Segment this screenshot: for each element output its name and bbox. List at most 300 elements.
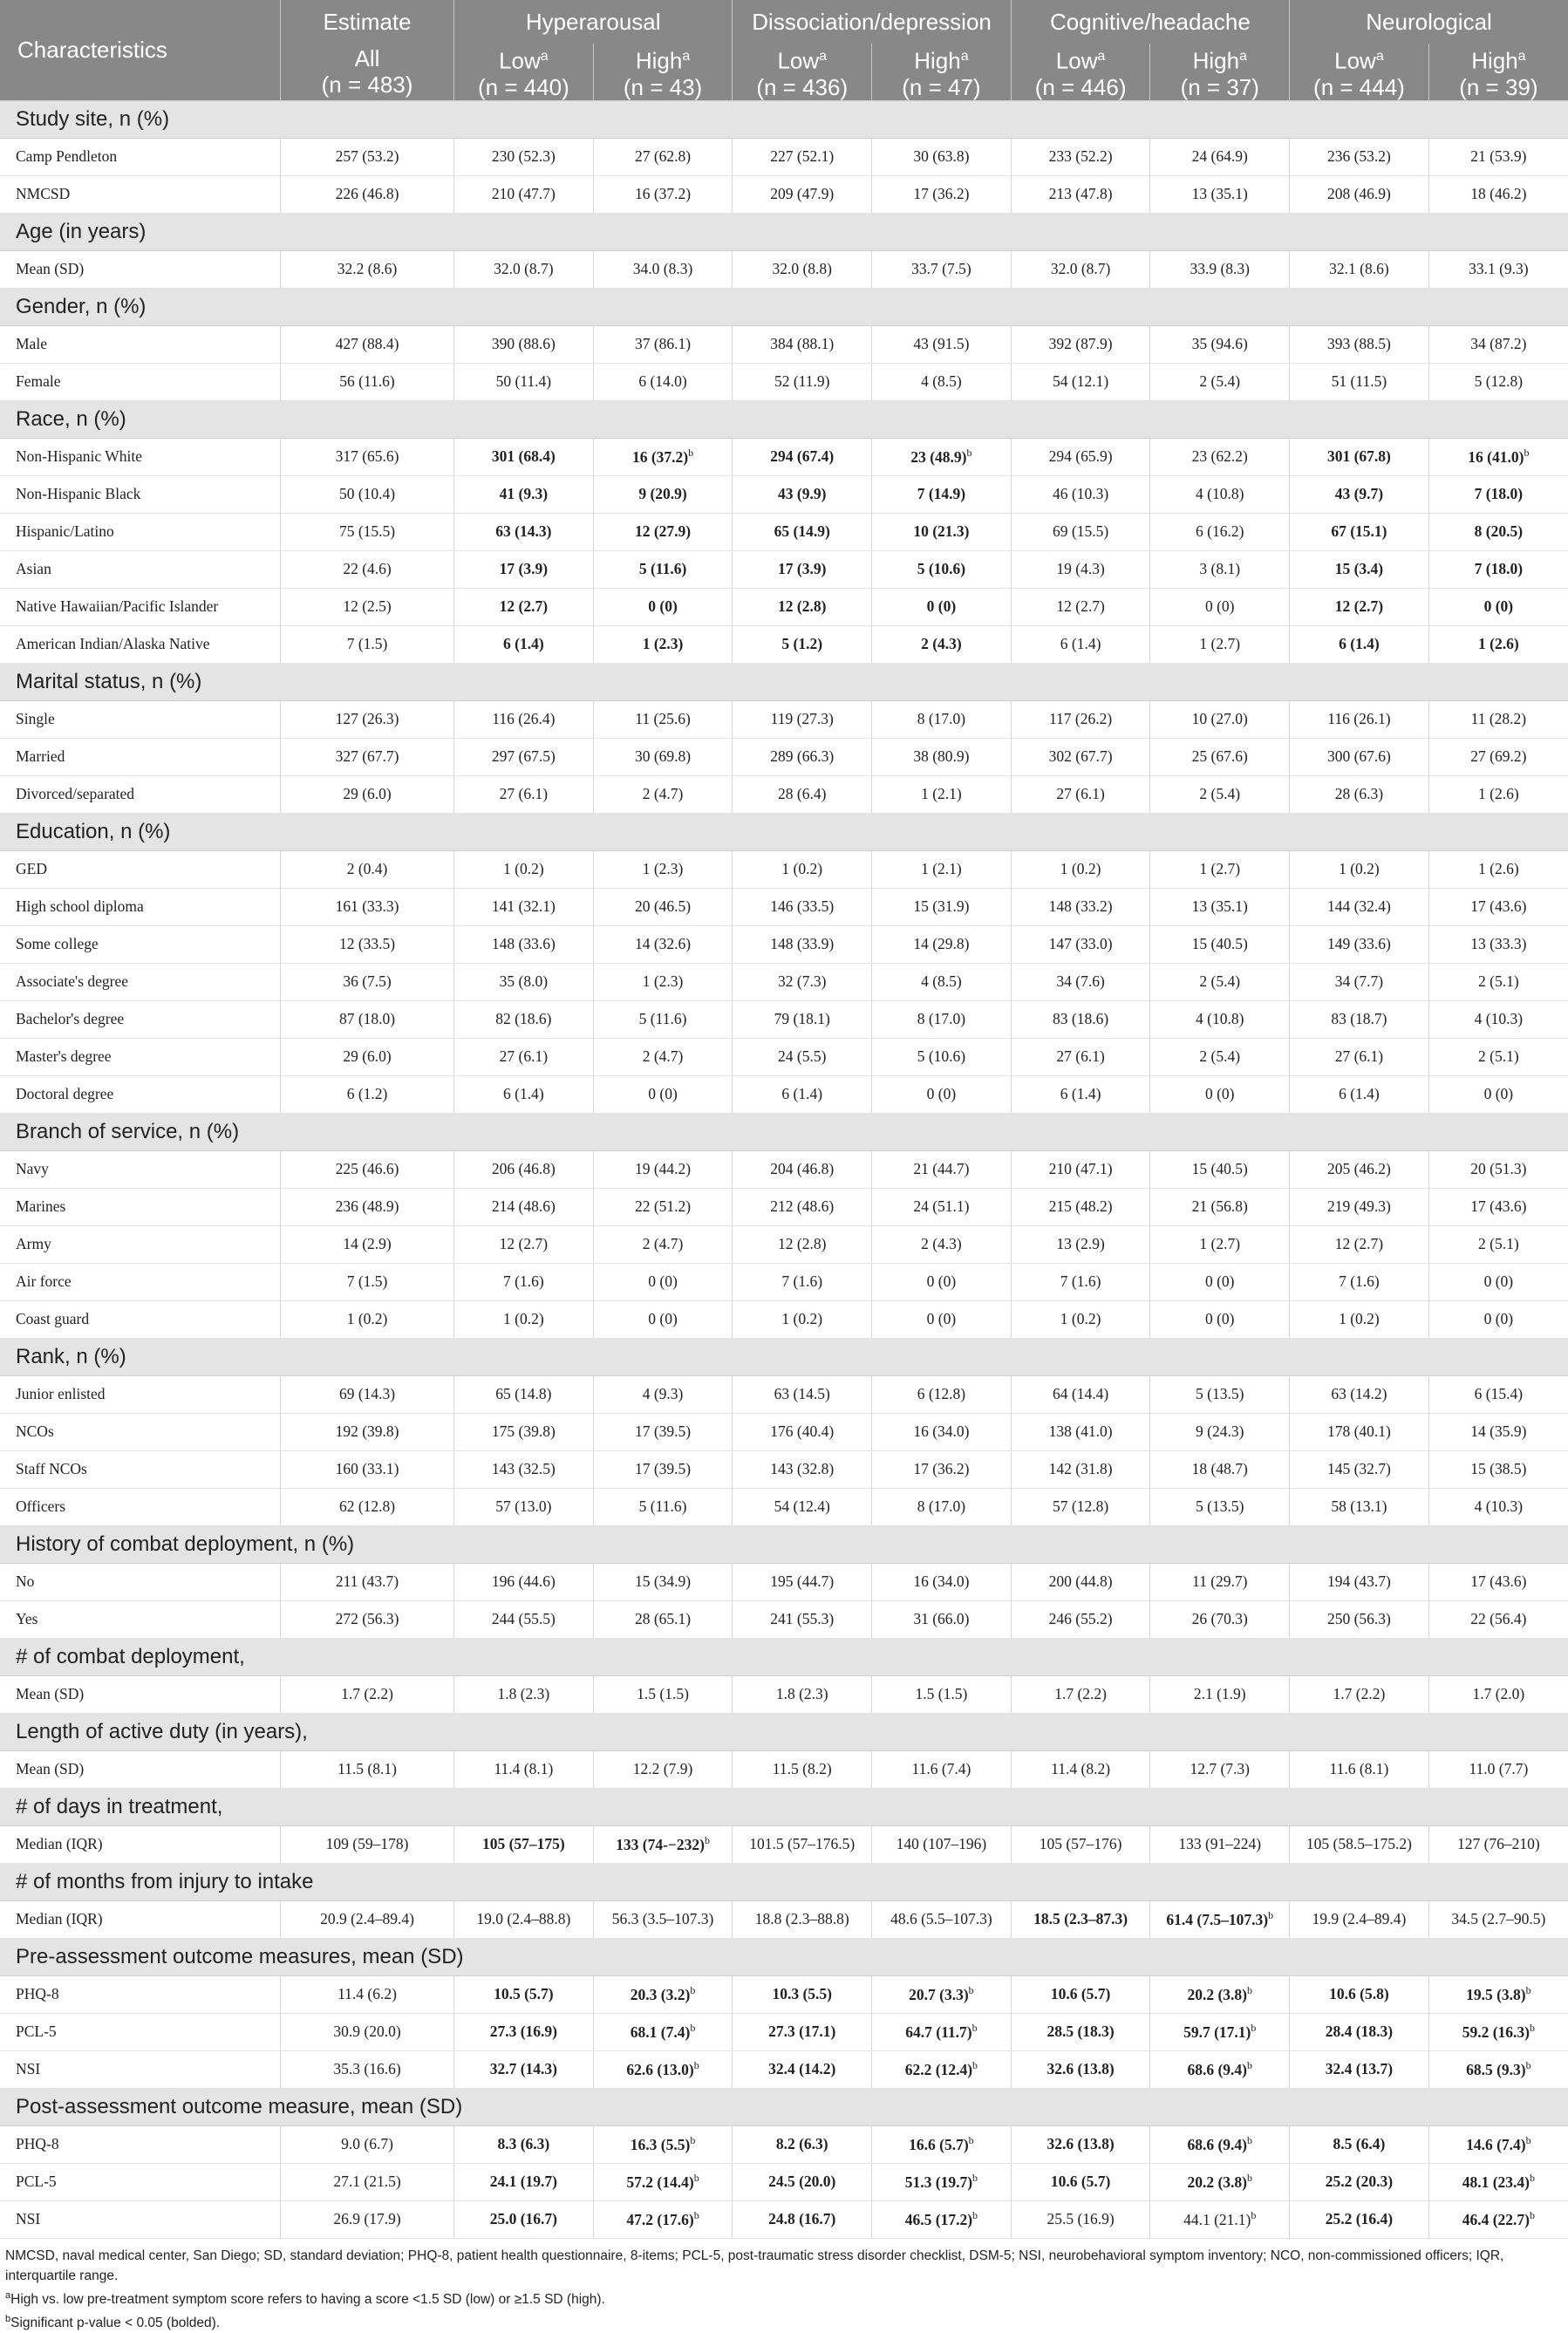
row-label: Doctoral degree: [0, 1075, 280, 1113]
table-cell: 11.6 (8.1): [1290, 1750, 1429, 1788]
table-cell: 393 (88.5): [1290, 325, 1429, 363]
table-cell: 1.7 (2.2): [1290, 1675, 1429, 1713]
table-cell: 1 (0.2): [1290, 850, 1429, 888]
table-cell: 37 (86.1): [593, 325, 733, 363]
table-cell: 65 (14.8): [454, 1375, 594, 1413]
table-cell: 32.0 (8.8): [733, 250, 872, 288]
table-cell: 17 (3.9): [454, 550, 594, 588]
table-cell: 0 (0): [1150, 1263, 1290, 1300]
table-cell: 317 (65.6): [280, 438, 453, 475]
table-cell: 8 (17.0): [872, 1000, 1012, 1038]
table-cell: 141 (32.1): [454, 888, 594, 925]
table-cell: 20.7 $(3.3)^b$: [872, 1975, 1012, 2013]
section-title: Marital status, n (%): [0, 663, 1568, 700]
section-header: [0, 400, 1568, 438]
table-cell: 5 (13.5): [1150, 1375, 1290, 1413]
section-header: [0, 1525, 1568, 1563]
table-cell: 7 (1.5): [280, 1263, 453, 1300]
table-row: [0, 1825, 1568, 1863]
table-row: [0, 1450, 1568, 1488]
table-row: [0, 1038, 1568, 1075]
table-cell: 18.5 (2.3–87.3): [1011, 1900, 1150, 1938]
row-label: Yes: [0, 1600, 280, 1638]
table-cell: 214 (48.6): [454, 1188, 594, 1225]
row-label: Associate's degree: [0, 963, 280, 1000]
table-cell: 212 (48.6): [733, 1188, 872, 1225]
table-cell: 34.0 (8.3): [593, 250, 733, 288]
table-cell: 16 $(37.2)^b$: [593, 438, 733, 475]
section-header: [0, 1938, 1568, 1975]
section-title: # of months from injury to intake: [0, 1863, 1568, 1900]
table-cell: 11.4 (6.2): [280, 1975, 453, 2013]
table-cell: 301 (68.4): [454, 438, 594, 475]
table-cell: 15 (40.5): [1150, 1150, 1290, 1188]
table-cell: 46.5 $(17.2)^b$: [872, 2200, 1012, 2238]
table-cell: 2 (0.4): [280, 850, 453, 888]
table-cell: 6 (1.2): [280, 1075, 453, 1113]
table-cell: 1.8 (2.3): [733, 1675, 872, 1713]
table-row: [0, 1488, 1568, 1525]
table-row: [0, 363, 1568, 400]
section-header: [0, 1338, 1568, 1375]
section-title: Study site, n (%): [0, 100, 1568, 138]
row-label: NMCSD: [0, 175, 280, 213]
table-cell: 227 (52.1): [733, 138, 872, 175]
table-cell: 54 (12.1): [1011, 363, 1150, 400]
table-cell: 30 (69.8): [593, 738, 733, 775]
section-title: Post-assessment outcome measure, mean (SD): [0, 2088, 1568, 2125]
table-cell: 192 (39.8): [280, 1413, 453, 1450]
table-cell: 119 (27.3): [733, 700, 872, 738]
table-cell: 211 (43.7): [280, 1563, 453, 1600]
table-cell: 79 (18.1): [733, 1000, 872, 1038]
table-cell: 1.5 (1.5): [593, 1675, 733, 1713]
table-cell: 43 (9.7): [1290, 475, 1429, 513]
table-cell: 148 (33.6): [454, 925, 594, 963]
table-cell: 22 (51.2): [593, 1188, 733, 1225]
table-cell: 12 (2.7): [1290, 1225, 1429, 1263]
table-cell: 7 (1.6): [733, 1263, 872, 1300]
table-cell: 11 (29.7): [1150, 1563, 1290, 1600]
table-cell: 11 (25.6): [593, 700, 733, 738]
table-cell: 390 (88.6): [454, 325, 594, 363]
table-cell: 11.4 (8.1): [454, 1750, 594, 1788]
table-cell: 16.6 $(5.7)^b$: [872, 2125, 1012, 2163]
table-row: [0, 1188, 1568, 1225]
table-cell: 6 (14.0): [593, 363, 733, 400]
table-row: [0, 250, 1568, 288]
table-cell: 0 (0): [593, 1263, 733, 1300]
section-header: [0, 663, 1568, 700]
table-cell: 117 (26.2): [1011, 700, 1150, 738]
row-label: Master's degree: [0, 1038, 280, 1075]
table-cell: 5 (12.8): [1428, 363, 1568, 400]
table-cell: 9 (24.3): [1150, 1413, 1290, 1450]
table-cell: 17 (39.5): [593, 1450, 733, 1488]
table-cell: 41 (9.3): [454, 475, 594, 513]
row-label: Air force: [0, 1263, 280, 1300]
table-cell: 16 (37.2): [593, 175, 733, 213]
table-cell: 6 (16.2): [1150, 513, 1290, 550]
row-label: Junior enlisted: [0, 1375, 280, 1413]
table-cell: 210 (47.7): [454, 175, 594, 213]
table-cell: 14 (35.9): [1428, 1413, 1568, 1450]
table-cell: 15 (38.5): [1428, 1450, 1568, 1488]
table-cell: 0 (0): [1150, 588, 1290, 625]
table-cell: 19.5 $(3.8)^b$: [1428, 1975, 1568, 2013]
table-cell: 14 (32.6): [593, 925, 733, 963]
row-label: Asian: [0, 550, 280, 588]
table-cell: 46.4 $(22.7)^b$: [1428, 2200, 1568, 2238]
section-header: [0, 1638, 1568, 1675]
table-cell: 27 (6.1): [1011, 775, 1150, 813]
footnote-a: $^a$High vs. low pre-treatment symptom score refers to having a score <1.5 SD (low) or ≥1.5 SD (high).: [5, 2289, 605, 2307]
row-label: Coast guard: [0, 1300, 280, 1338]
table-cell: 230 (52.3): [454, 138, 594, 175]
table-cell: 2 (5.4): [1150, 363, 1290, 400]
table-row: [0, 2200, 1568, 2238]
table-cell: 5 (11.6): [593, 1488, 733, 1525]
table-cell: 20.2 $(3.8)^b$: [1150, 2163, 1290, 2200]
table-cell: 427 (88.4): [280, 325, 453, 363]
table-cell: 105 (57–176): [1011, 1825, 1150, 1863]
table-cell: 56 (11.6): [280, 363, 453, 400]
table-cell: 10.3 (5.5): [733, 1975, 872, 2013]
table-cell: 34.5 (2.7–90.5): [1428, 1900, 1568, 1938]
table-cell: 57.2 $(14.4)^b$: [593, 2163, 733, 2200]
table-cell: 47.2 $(17.6)^b$: [593, 2200, 733, 2238]
table-cell: 11.5 (8.2): [733, 1750, 872, 1788]
section-title: Gender, n (%): [0, 288, 1568, 325]
table-row: [0, 738, 1568, 775]
section-header: [0, 1113, 1568, 1150]
table-row: [0, 1000, 1568, 1038]
table-cell: 30.9 (20.0): [280, 2013, 453, 2050]
table-cell: 178 (40.1): [1290, 1413, 1429, 1450]
table-cell: 7 (1.6): [1290, 1263, 1429, 1300]
header-estimate: Estimate: [280, 0, 453, 44]
table-cell: 1 (2.6): [1428, 850, 1568, 888]
table-cell: 13 (35.1): [1150, 888, 1290, 925]
table-cell: 1 (0.2): [733, 1300, 872, 1338]
table-cell: 11 (28.2): [1428, 700, 1568, 738]
table-cell: 29 (6.0): [280, 775, 453, 813]
table-row: [0, 138, 1568, 175]
row-label: No: [0, 1563, 280, 1600]
table-cell: 68.6 $(9.4)^b$: [1150, 2050, 1290, 2088]
table-cell: 51 (11.5): [1290, 363, 1429, 400]
table-cell: 200 (44.8): [1011, 1563, 1150, 1600]
table-cell: 1 (2.3): [593, 963, 733, 1000]
table-cell: 68.1 $(7.4)^b$: [593, 2013, 733, 2050]
table-cell: 4 (10.8): [1150, 1000, 1290, 1038]
table-cell: 65 (14.9): [733, 513, 872, 550]
table-cell: 28.5 (18.3): [1011, 2013, 1150, 2050]
section-title: # of days in treatment,: [0, 1788, 1568, 1825]
section-title: Age (in years): [0, 213, 1568, 250]
table-row: [0, 1075, 1568, 1113]
table-cell: 50 (11.4): [454, 363, 594, 400]
header-neurological-high: High$^a$ (n = 39): [1428, 44, 1568, 100]
row-label: Staff NCOs: [0, 1450, 280, 1488]
table-cell: 44.1 $(21.1)^b$: [1150, 2200, 1290, 2238]
table-cell: 6 (1.4): [1290, 1075, 1429, 1113]
table-cell: 127 (76–210): [1428, 1825, 1568, 1863]
table-cell: 23 $(48.9)^b$: [872, 438, 1012, 475]
table-cell: 0 (0): [872, 1075, 1012, 1113]
table-cell: 32.6 (13.8): [1011, 2050, 1150, 2088]
table-cell: 4 (9.3): [593, 1375, 733, 1413]
row-label: High school diploma: [0, 888, 280, 925]
table-cell: 144 (32.4): [1290, 888, 1429, 925]
table-cell: 17 (3.9): [733, 550, 872, 588]
table-cell: 1.7 (2.0): [1428, 1675, 1568, 1713]
table-cell: 26 (70.3): [1150, 1600, 1290, 1638]
table-cell: 12.2 (7.9): [593, 1750, 733, 1788]
table-cell: 6 (1.4): [454, 625, 594, 663]
table-cell: 33.7 (7.5): [872, 250, 1012, 288]
table-cell: 6 (15.4): [1428, 1375, 1568, 1413]
table-cell: 24.1 (19.7): [454, 2163, 594, 2200]
table-row: [0, 925, 1568, 963]
table-cell: 10.6 (5.7): [1011, 2163, 1150, 2200]
table-cell: 142 (31.8): [1011, 1450, 1150, 1488]
table-cell: 1 (0.2): [454, 850, 594, 888]
table-cell: 34 (87.2): [1428, 325, 1568, 363]
table-row: [0, 1263, 1568, 1300]
table-cell: 9 (20.9): [593, 475, 733, 513]
table-cell: 2 (5.4): [1150, 963, 1290, 1000]
table-cell: 127 (26.3): [280, 700, 453, 738]
table-row: [0, 588, 1568, 625]
section-header: [0, 213, 1568, 250]
table-cell: 27 (6.1): [454, 1038, 594, 1075]
table-cell: 4 (10.8): [1150, 475, 1290, 513]
table-cell: 226 (46.8): [280, 175, 453, 213]
table-cell: 143 (32.8): [733, 1450, 872, 1488]
table-cell: 236 (48.9): [280, 1188, 453, 1225]
table-cell: 67 (15.1): [1290, 513, 1429, 550]
table-cell: 210 (47.1): [1011, 1150, 1150, 1188]
row-label: Non-Hispanic White: [0, 438, 280, 475]
table-cell: 1 (0.2): [1290, 1300, 1429, 1338]
table-cell: 213 (47.8): [1011, 175, 1150, 213]
table-cell: 6 (1.4): [454, 1075, 594, 1113]
section-title: Pre-assessment outcome measures, mean (SD): [0, 1938, 1568, 1975]
table-cell: 204 (46.8): [733, 1150, 872, 1188]
table-cell: 19.0 (2.4–88.8): [454, 1900, 594, 1938]
table-cell: 208 (46.9): [1290, 175, 1429, 213]
table-cell: 24 (5.5): [733, 1038, 872, 1075]
table-cell: 176 (40.4): [733, 1413, 872, 1450]
table-cell: 2 (4.3): [872, 1225, 1012, 1263]
table-cell: 0 (0): [1428, 1263, 1568, 1300]
table-cell: 0 (0): [593, 1300, 733, 1338]
table-cell: 6 (1.4): [733, 1075, 872, 1113]
row-label: Female: [0, 363, 280, 400]
header-cognitive-low: Low$^a$ (n = 446): [1011, 44, 1150, 100]
table-cell: 20.9 (2.4–89.4): [280, 1900, 453, 1938]
header-all: All (n = 483): [280, 44, 453, 100]
table-cell: 105 (57–175): [454, 1825, 594, 1863]
table-cell: 244 (55.5): [454, 1600, 594, 1638]
table-cell: 246 (55.2): [1011, 1600, 1150, 1638]
row-label: PHQ-8: [0, 1975, 280, 2013]
table-cell: 25.2 (16.4): [1290, 2200, 1429, 2238]
table-cell: 68.5 $(9.3)^b$: [1428, 2050, 1568, 2088]
table-row: [0, 1300, 1568, 1338]
row-label: Officers: [0, 1488, 280, 1525]
table-cell: 27 (6.1): [1290, 1038, 1429, 1075]
table-cell: 27 (6.1): [454, 775, 594, 813]
table-cell: 2 (5.1): [1428, 963, 1568, 1000]
table-cell: 27 (6.1): [1011, 1038, 1150, 1075]
table-cell: 36 (7.5): [280, 963, 453, 1000]
table-cell: 24 (64.9): [1150, 138, 1290, 175]
table-cell: 20.3 $(3.2)^b$: [593, 1975, 733, 2013]
table-cell: 9.0 (6.7): [280, 2125, 453, 2163]
table-cell: 257 (53.2): [280, 138, 453, 175]
table-cell: 6 (12.8): [872, 1375, 1012, 1413]
table-cell: 30 (63.8): [872, 138, 1012, 175]
table-cell: 13 (33.3): [1428, 925, 1568, 963]
table-cell: 6 (1.4): [1011, 625, 1150, 663]
table-cell: 0 (0): [593, 588, 733, 625]
table-cell: 161 (33.3): [280, 888, 453, 925]
table-cell: 327 (67.7): [280, 738, 453, 775]
row-label: Navy: [0, 1150, 280, 1188]
table-cell: 43 (9.9): [733, 475, 872, 513]
section-header: [0, 288, 1568, 325]
table-row: [0, 550, 1568, 588]
table-cell: 297 (67.5): [454, 738, 594, 775]
table-cell: 1 (0.2): [280, 1300, 453, 1338]
table-row: [0, 1413, 1568, 1450]
row-label: NSI: [0, 2050, 280, 2088]
table-cell: 133 $(74--232)^b$: [593, 1825, 733, 1863]
table-cell: 233 (52.2): [1011, 138, 1150, 175]
table-cell: 52 (11.9): [733, 363, 872, 400]
table-cell: 19.9 (2.4–89.4): [1290, 1900, 1429, 1938]
table-cell: 1 (2.3): [593, 850, 733, 888]
row-label: Native Hawaiian/Pacific Islander: [0, 588, 280, 625]
table-cell: 61.4 $(7.5-107.3)^b$: [1150, 1900, 1290, 1938]
table-cell: 82 (18.6): [454, 1000, 594, 1038]
table-cell: 32.6 (13.8): [1011, 2125, 1150, 2163]
row-label: Bachelor's degree: [0, 1000, 280, 1038]
row-label: Army: [0, 1225, 280, 1263]
table-cell: 10.6 (5.7): [1011, 1975, 1150, 2013]
table-cell: 0 (0): [1428, 1075, 1568, 1113]
table-cell: 20 (51.3): [1428, 1150, 1568, 1188]
header-group-neurological: Neurological: [1290, 0, 1568, 44]
table-cell: 50 (10.4): [280, 475, 453, 513]
row-label: Married: [0, 738, 280, 775]
table-cell: 7 (18.0): [1428, 550, 1568, 588]
table-cell: 205 (46.2): [1290, 1150, 1429, 1188]
row-label: PCL-5: [0, 2163, 280, 2200]
table-cell: 4 (10.3): [1428, 1000, 1568, 1038]
table-cell: 10.5 (5.7): [454, 1975, 594, 2013]
footnote-b: $^b$Significant p-value < 0.05 (bolded).: [5, 2313, 221, 2330]
table-cell: 2 (5.4): [1150, 1038, 1290, 1075]
table-cell: 62.2 $(12.4)^b$: [872, 2050, 1012, 2088]
header-group-hyperarousal: Hyperarousal: [454, 0, 733, 44]
table-cell: 145 (32.7): [1290, 1450, 1429, 1488]
table-cell: 209 (47.9): [733, 175, 872, 213]
row-label: Median (IQR): [0, 1900, 280, 1938]
table-cell: 160 (33.1): [280, 1450, 453, 1488]
table-row: [0, 2050, 1568, 2088]
table-cell: 15 (40.5): [1150, 925, 1290, 963]
section-header: [0, 813, 1568, 850]
table-cell: 1 (0.2): [454, 1300, 594, 1338]
table-cell: 75 (15.5): [280, 513, 453, 550]
table-cell: 6 (1.4): [1011, 1075, 1150, 1113]
table-cell: 34 (7.7): [1290, 963, 1429, 1000]
table-cell: 16.3 $(5.5)^b$: [593, 2125, 733, 2163]
table-cell: 250 (56.3): [1290, 1600, 1429, 1638]
row-label: Single: [0, 700, 280, 738]
table-cell: 33.9 (8.3): [1150, 250, 1290, 288]
table-cell: 2 (4.7): [593, 1038, 733, 1075]
table-cell: 31 (66.0): [872, 1600, 1012, 1638]
header-group-cognitive: Cognitive/headache: [1011, 0, 1289, 44]
table-cell: 17 (39.5): [593, 1413, 733, 1450]
table-cell: 109 (59–178): [280, 1825, 453, 1863]
table-cell: 0 (0): [1150, 1075, 1290, 1113]
table-cell: 35.3 (16.6): [280, 2050, 453, 2088]
table-cell: 15 (31.9): [872, 888, 1012, 925]
table-cell: 23 (62.2): [1150, 438, 1290, 475]
table-cell: 194 (43.7): [1290, 1563, 1429, 1600]
table-cell: 19 (4.3): [1011, 550, 1150, 588]
table-cell: 69 (14.3): [280, 1375, 453, 1413]
table-cell: 69 (15.5): [1011, 513, 1150, 550]
table-cell: 12 (33.5): [280, 925, 453, 963]
table-cell: 5 (10.6): [872, 550, 1012, 588]
table-cell: 32 (7.3): [733, 963, 872, 1000]
table-cell: 16 (34.0): [872, 1563, 1012, 1600]
table-cell: 57 (13.0): [454, 1488, 594, 1525]
table-cell: 1 (2.7): [1150, 1225, 1290, 1263]
table-row: [0, 1563, 1568, 1600]
table-cell: 57 (12.8): [1011, 1488, 1150, 1525]
row-label: Some college: [0, 925, 280, 963]
table-cell: 18 (48.7): [1150, 1450, 1290, 1488]
table-cell: 12.7 (7.3): [1150, 1750, 1290, 1788]
table-cell: 25 (67.6): [1150, 738, 1290, 775]
table-cell: 3 (8.1): [1150, 550, 1290, 588]
table-cell: 300 (67.6): [1290, 738, 1429, 775]
table-cell: 51.3 $(19.7)^b$: [872, 2163, 1012, 2200]
table-cell: 17 (36.2): [872, 175, 1012, 213]
row-label: Male: [0, 325, 280, 363]
table-cell: 58 (13.1): [1290, 1488, 1429, 1525]
table-cell: 63 (14.3): [454, 513, 594, 550]
table-cell: 5 (11.6): [593, 1000, 733, 1038]
table-cell: 48.1 $(23.4)^b$: [1428, 2163, 1568, 2200]
table-cell: 12 (2.7): [454, 588, 594, 625]
table-cell: 46 (10.3): [1011, 475, 1150, 513]
header-group-dissociation: Dissociation/depression: [733, 0, 1011, 44]
table-cell: 83 (18.6): [1011, 1000, 1150, 1038]
table-cell: 27.3 (17.1): [733, 2013, 872, 2050]
table-cell: 1.5 (1.5): [872, 1675, 1012, 1713]
table-cell: 15 (34.9): [593, 1563, 733, 1600]
table-cell: 1.8 (2.3): [454, 1675, 594, 1713]
table-cell: 24.5 (20.0): [733, 2163, 872, 2200]
